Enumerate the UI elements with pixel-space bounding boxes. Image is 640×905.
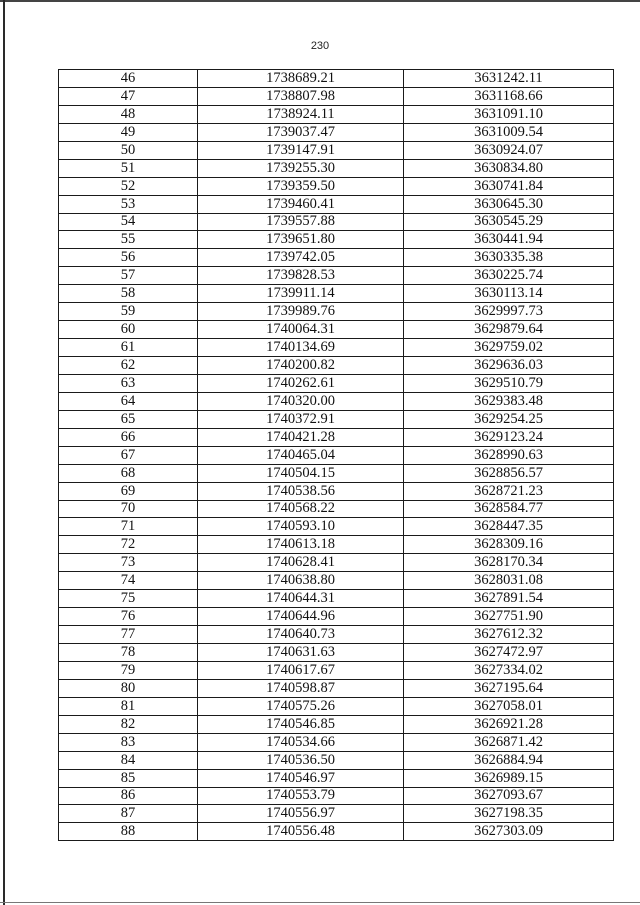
point-number-cell: 81 — [59, 697, 198, 715]
y-coordinate-cell: 3628447.35 — [404, 518, 614, 536]
x-coordinate-cell: 1740200.82 — [198, 357, 404, 375]
point-number-cell: 47 — [59, 87, 198, 105]
point-number-cell: 69 — [59, 482, 198, 500]
table-row — [59, 303, 614, 321]
x-coordinate-cell: 1740320.00 — [198, 392, 404, 410]
y-coordinate-cell: 3629636.03 — [404, 357, 614, 375]
x-coordinate-cell: 1740538.56 — [198, 482, 404, 500]
x-coordinate-cell: 1740421.28 — [198, 428, 404, 446]
point-number-cell: 55 — [59, 231, 198, 249]
y-coordinate-cell: 3631168.66 — [404, 87, 614, 105]
table-row — [59, 213, 614, 231]
table-row — [59, 715, 614, 733]
table-row — [59, 536, 614, 554]
point-number-cell: 78 — [59, 644, 198, 662]
table-row — [59, 464, 614, 482]
y-coordinate-cell: 3631091.10 — [404, 105, 614, 123]
x-coordinate-cell: 1740644.31 — [198, 590, 404, 608]
y-coordinate-cell: 3627612.32 — [404, 626, 614, 644]
point-number-cell: 72 — [59, 536, 198, 554]
x-coordinate-cell: 1740638.80 — [198, 572, 404, 590]
y-coordinate-cell: 3630545.29 — [404, 213, 614, 231]
x-coordinate-cell: 1740546.97 — [198, 769, 404, 787]
table-row — [59, 428, 614, 446]
point-number-cell: 86 — [59, 787, 198, 805]
y-coordinate-cell: 3626871.42 — [404, 733, 614, 751]
x-coordinate-cell: 1738807.98 — [198, 87, 404, 105]
table-row — [59, 554, 614, 572]
x-coordinate-cell: 1740064.31 — [198, 321, 404, 339]
y-coordinate-cell: 3627303.09 — [404, 823, 614, 841]
x-coordinate-cell: 1740556.97 — [198, 805, 404, 823]
table-row — [59, 572, 614, 590]
point-number-cell: 79 — [59, 661, 198, 679]
x-coordinate-cell: 1739742.05 — [198, 249, 404, 267]
x-coordinate-cell: 1739255.30 — [198, 159, 404, 177]
x-coordinate-cell: 1739911.14 — [198, 285, 404, 303]
point-number-cell: 61 — [59, 339, 198, 357]
table-row — [59, 123, 614, 141]
x-coordinate-cell: 1740504.15 — [198, 464, 404, 482]
y-coordinate-cell: 3627093.67 — [404, 787, 614, 805]
table-row — [59, 70, 614, 88]
point-number-cell: 66 — [59, 428, 198, 446]
point-number-cell: 82 — [59, 715, 198, 733]
point-number-cell: 64 — [59, 392, 198, 410]
y-coordinate-cell: 3628856.57 — [404, 464, 614, 482]
x-coordinate-cell: 1740598.87 — [198, 679, 404, 697]
y-coordinate-cell: 3629383.48 — [404, 392, 614, 410]
table-row — [59, 267, 614, 285]
point-number-cell: 65 — [59, 410, 198, 428]
y-coordinate-cell: 3630741.84 — [404, 177, 614, 195]
y-coordinate-cell: 3630335.38 — [404, 249, 614, 267]
y-coordinate-cell: 3628990.63 — [404, 446, 614, 464]
table-row — [59, 357, 614, 375]
x-coordinate-cell: 1740568.22 — [198, 500, 404, 518]
table-row — [59, 231, 614, 249]
table-row — [59, 769, 614, 787]
x-coordinate-cell: 1740628.41 — [198, 554, 404, 572]
y-coordinate-cell: 3629510.79 — [404, 374, 614, 392]
x-coordinate-cell: 1740465.04 — [198, 446, 404, 464]
point-number-cell: 84 — [59, 751, 198, 769]
x-coordinate-cell: 1740593.10 — [198, 518, 404, 536]
table-row — [59, 482, 614, 500]
x-coordinate-cell: 1740575.26 — [198, 697, 404, 715]
scan-edge-top — [0, 0, 640, 2]
table-row — [59, 500, 614, 518]
y-coordinate-cell: 3626921.28 — [404, 715, 614, 733]
table-row — [59, 159, 614, 177]
x-coordinate-cell: 1739989.76 — [198, 303, 404, 321]
point-number-cell: 88 — [59, 823, 198, 841]
table-row — [59, 141, 614, 159]
table-row — [59, 751, 614, 769]
scan-edge-bottom — [0, 902, 640, 903]
x-coordinate-cell: 1740556.48 — [198, 823, 404, 841]
point-number-cell: 67 — [59, 446, 198, 464]
table-row — [59, 787, 614, 805]
y-coordinate-cell: 3626989.15 — [404, 769, 614, 787]
table-row — [59, 249, 614, 267]
y-coordinate-cell: 3627891.54 — [404, 590, 614, 608]
point-number-cell: 50 — [59, 141, 198, 159]
point-number-cell: 87 — [59, 805, 198, 823]
y-coordinate-cell: 3628721.23 — [404, 482, 614, 500]
y-coordinate-cell: 3628170.34 — [404, 554, 614, 572]
point-number-cell: 51 — [59, 159, 198, 177]
table-row — [59, 374, 614, 392]
point-number-cell: 77 — [59, 626, 198, 644]
x-coordinate-cell: 1739037.47 — [198, 123, 404, 141]
point-number-cell: 60 — [59, 321, 198, 339]
point-number-cell: 74 — [59, 572, 198, 590]
coordinates-table-body — [59, 70, 614, 841]
point-number-cell: 54 — [59, 213, 198, 231]
point-number-cell: 85 — [59, 769, 198, 787]
x-coordinate-cell: 1740617.67 — [198, 661, 404, 679]
x-coordinate-cell: 1740631.63 — [198, 644, 404, 662]
x-coordinate-cell: 1740134.69 — [198, 339, 404, 357]
y-coordinate-cell: 3630225.74 — [404, 267, 614, 285]
point-number-cell: 83 — [59, 733, 198, 751]
scan-edge-left — [3, 0, 5, 905]
y-coordinate-cell: 3630441.94 — [404, 231, 614, 249]
y-coordinate-cell: 3630924.07 — [404, 141, 614, 159]
point-number-cell: 46 — [59, 70, 198, 88]
point-number-cell: 48 — [59, 105, 198, 123]
point-number-cell: 70 — [59, 500, 198, 518]
point-number-cell: 76 — [59, 608, 198, 626]
point-number-cell: 80 — [59, 679, 198, 697]
y-coordinate-cell: 3630113.14 — [404, 285, 614, 303]
y-coordinate-cell: 3627195.64 — [404, 679, 614, 697]
x-coordinate-cell: 1740640.73 — [198, 626, 404, 644]
x-coordinate-cell: 1740536.50 — [198, 751, 404, 769]
table-row — [59, 518, 614, 536]
x-coordinate-cell: 1740534.66 — [198, 733, 404, 751]
coordinates-table — [58, 69, 614, 841]
x-coordinate-cell: 1739828.53 — [198, 267, 404, 285]
point-number-cell: 73 — [59, 554, 198, 572]
table-row — [59, 823, 614, 841]
x-coordinate-cell: 1740262.61 — [198, 374, 404, 392]
x-coordinate-cell: 1740546.85 — [198, 715, 404, 733]
table-row — [59, 697, 614, 715]
table-row — [59, 177, 614, 195]
table-row — [59, 805, 614, 823]
point-number-cell: 56 — [59, 249, 198, 267]
y-coordinate-cell: 3630645.30 — [404, 195, 614, 213]
y-coordinate-cell: 3627334.02 — [404, 661, 614, 679]
y-coordinate-cell: 3631242.11 — [404, 70, 614, 88]
x-coordinate-cell: 1739651.80 — [198, 231, 404, 249]
x-coordinate-cell: 1740553.79 — [198, 787, 404, 805]
x-coordinate-cell: 1739557.88 — [198, 213, 404, 231]
table-row — [59, 446, 614, 464]
point-number-cell: 49 — [59, 123, 198, 141]
table-row — [59, 392, 614, 410]
y-coordinate-cell: 3627198.35 — [404, 805, 614, 823]
point-number-cell: 57 — [59, 267, 198, 285]
y-coordinate-cell: 3630834.80 — [404, 159, 614, 177]
table-row — [59, 661, 614, 679]
table-row — [59, 339, 614, 357]
y-coordinate-cell: 3628031.08 — [404, 572, 614, 590]
table-row — [59, 644, 614, 662]
y-coordinate-cell: 3627058.01 — [404, 697, 614, 715]
table-row — [59, 608, 614, 626]
y-coordinate-cell: 3626884.94 — [404, 751, 614, 769]
y-coordinate-cell: 3628309.16 — [404, 536, 614, 554]
y-coordinate-cell: 3629997.73 — [404, 303, 614, 321]
x-coordinate-cell: 1738924.11 — [198, 105, 404, 123]
x-coordinate-cell: 1739147.91 — [198, 141, 404, 159]
table-row — [59, 195, 614, 213]
y-coordinate-cell: 3629759.02 — [404, 339, 614, 357]
y-coordinate-cell: 3627751.90 — [404, 608, 614, 626]
table-row — [59, 626, 614, 644]
x-coordinate-cell: 1738689.21 — [198, 70, 404, 88]
x-coordinate-cell: 1739460.41 — [198, 195, 404, 213]
y-coordinate-cell: 3627472.97 — [404, 644, 614, 662]
page-number: 230 — [310, 40, 330, 52]
table-row — [59, 105, 614, 123]
table-row — [59, 321, 614, 339]
point-number-cell: 68 — [59, 464, 198, 482]
point-number-cell: 62 — [59, 357, 198, 375]
x-coordinate-cell: 1740613.18 — [198, 536, 404, 554]
point-number-cell: 71 — [59, 518, 198, 536]
table-row — [59, 410, 614, 428]
point-number-cell: 58 — [59, 285, 198, 303]
point-number-cell: 63 — [59, 374, 198, 392]
x-coordinate-cell: 1740644.96 — [198, 608, 404, 626]
point-number-cell: 52 — [59, 177, 198, 195]
table-row — [59, 679, 614, 697]
y-coordinate-cell: 3629123.24 — [404, 428, 614, 446]
y-coordinate-cell: 3628584.77 — [404, 500, 614, 518]
y-coordinate-cell: 3631009.54 — [404, 123, 614, 141]
table-row — [59, 590, 614, 608]
table-row — [59, 285, 614, 303]
table-row — [59, 87, 614, 105]
x-coordinate-cell: 1740372.91 — [198, 410, 404, 428]
point-number-cell: 75 — [59, 590, 198, 608]
y-coordinate-cell: 3629879.64 — [404, 321, 614, 339]
x-coordinate-cell: 1739359.50 — [198, 177, 404, 195]
table-row — [59, 733, 614, 751]
point-number-cell: 53 — [59, 195, 198, 213]
point-number-cell: 59 — [59, 303, 198, 321]
y-coordinate-cell: 3629254.25 — [404, 410, 614, 428]
